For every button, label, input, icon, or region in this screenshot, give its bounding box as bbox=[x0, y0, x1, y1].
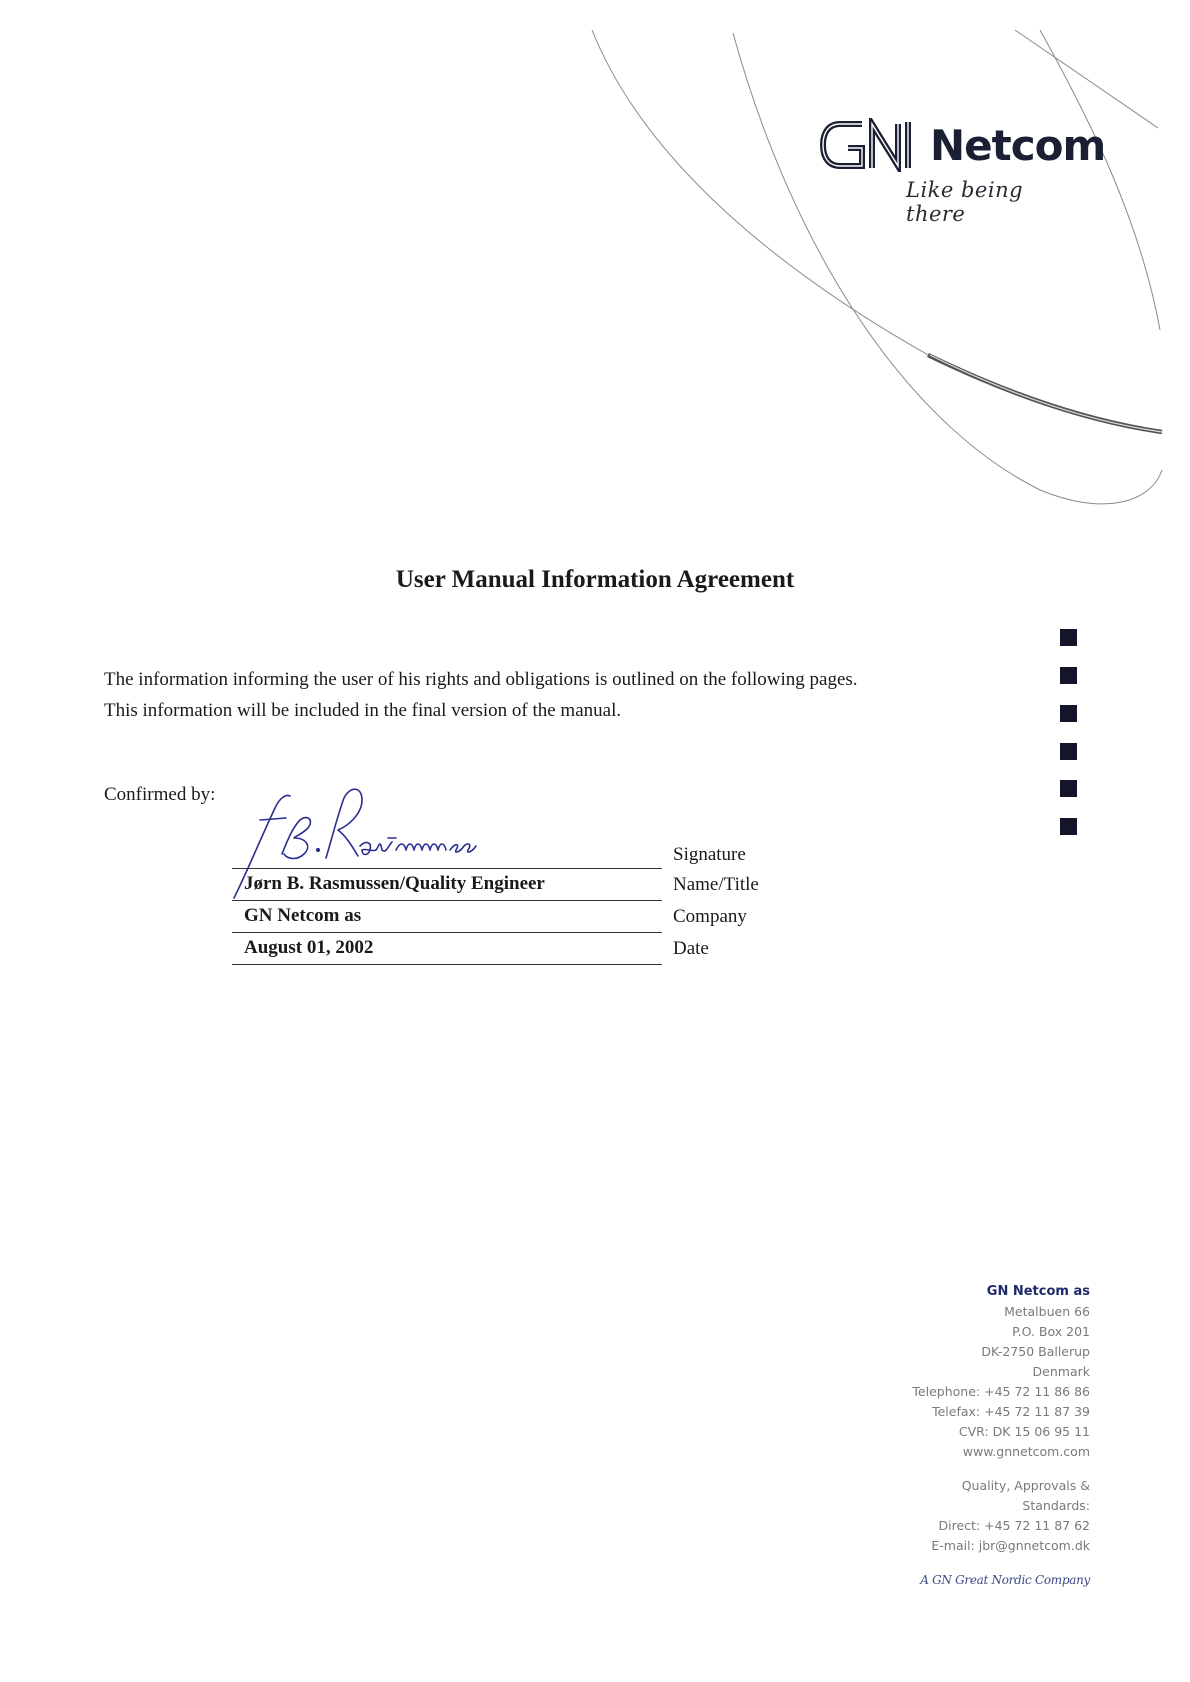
confirmed-by-label: Confirmed by: bbox=[104, 784, 216, 805]
cvr-line: CVR: DK 15 06 95 11 bbox=[958, 1424, 1090, 1439]
department-line: Standards: bbox=[1022, 1498, 1090, 1513]
company-value: GN Netcom as bbox=[244, 905, 362, 926]
email-link[interactable]: E-mail: jbr@gnnetcom.dk bbox=[931, 1538, 1090, 1553]
square-marker-icon bbox=[1060, 780, 1077, 797]
line-d bbox=[1015, 30, 1158, 128]
decorative-curves bbox=[0, 0, 1190, 560]
date-value: August 01, 2002 bbox=[244, 937, 374, 958]
direct-phone-line: Direct: +45 72 11 87 62 bbox=[938, 1518, 1090, 1533]
curve-b bbox=[733, 33, 1162, 504]
name-title-row bbox=[232, 869, 662, 901]
date-row bbox=[232, 933, 662, 965]
intro-paragraph bbox=[104, 664, 858, 726]
date-label: Date bbox=[673, 938, 709, 959]
gn-netcom-logo bbox=[818, 116, 1106, 226]
signature-row bbox=[232, 800, 662, 869]
square-marker-icon bbox=[1060, 705, 1077, 722]
department-line: Quality, Approvals & bbox=[961, 1478, 1090, 1493]
square-marker-icon bbox=[1060, 667, 1077, 684]
square-marker-icon bbox=[1060, 629, 1077, 646]
name-title-value: Jørn B. Rasmussen/Quality Engineer bbox=[244, 873, 545, 894]
great-nordic-tagline: A GN Great Nordic Company bbox=[920, 1573, 1090, 1587]
address-line: Metalbuen 66 bbox=[1004, 1304, 1090, 1319]
address-company-name: GN Netcom as bbox=[986, 1284, 1090, 1299]
curve-tube bbox=[928, 355, 1162, 432]
telephone-line: Telephone: +45 72 11 86 86 bbox=[912, 1384, 1090, 1399]
square-marker-icon bbox=[1060, 818, 1077, 835]
logo-tagline: Like being there bbox=[906, 178, 1024, 226]
square-marker-icon bbox=[1060, 743, 1077, 760]
address-line: DK-2750 Ballerup bbox=[981, 1344, 1090, 1359]
document-title: User Manual Information Agreement bbox=[395, 566, 795, 593]
spacer bbox=[912, 1462, 1090, 1476]
address-line: Denmark bbox=[1032, 1364, 1090, 1379]
company-row bbox=[232, 901, 662, 933]
logo-wordmark: Netcom bbox=[930, 121, 1106, 170]
address-line: P.O. Box 201 bbox=[1012, 1324, 1090, 1339]
company-address-block bbox=[912, 1282, 1090, 1590]
name-title-label: Name/Title bbox=[673, 874, 759, 895]
website-link[interactable]: www.gnnetcom.com bbox=[962, 1444, 1090, 1459]
gn-logo-mark-icon bbox=[818, 118, 914, 172]
company-label: Company bbox=[673, 906, 747, 927]
intro-line-1: The information informing the user of his rights and obligations is outlined on the following pages. bbox=[104, 669, 858, 690]
telefax-line: Telefax: +45 72 11 87 39 bbox=[932, 1404, 1090, 1419]
signature-label: Signature bbox=[673, 844, 746, 865]
intro-line-2: This information will be included in the final version of the manual. bbox=[104, 700, 622, 721]
